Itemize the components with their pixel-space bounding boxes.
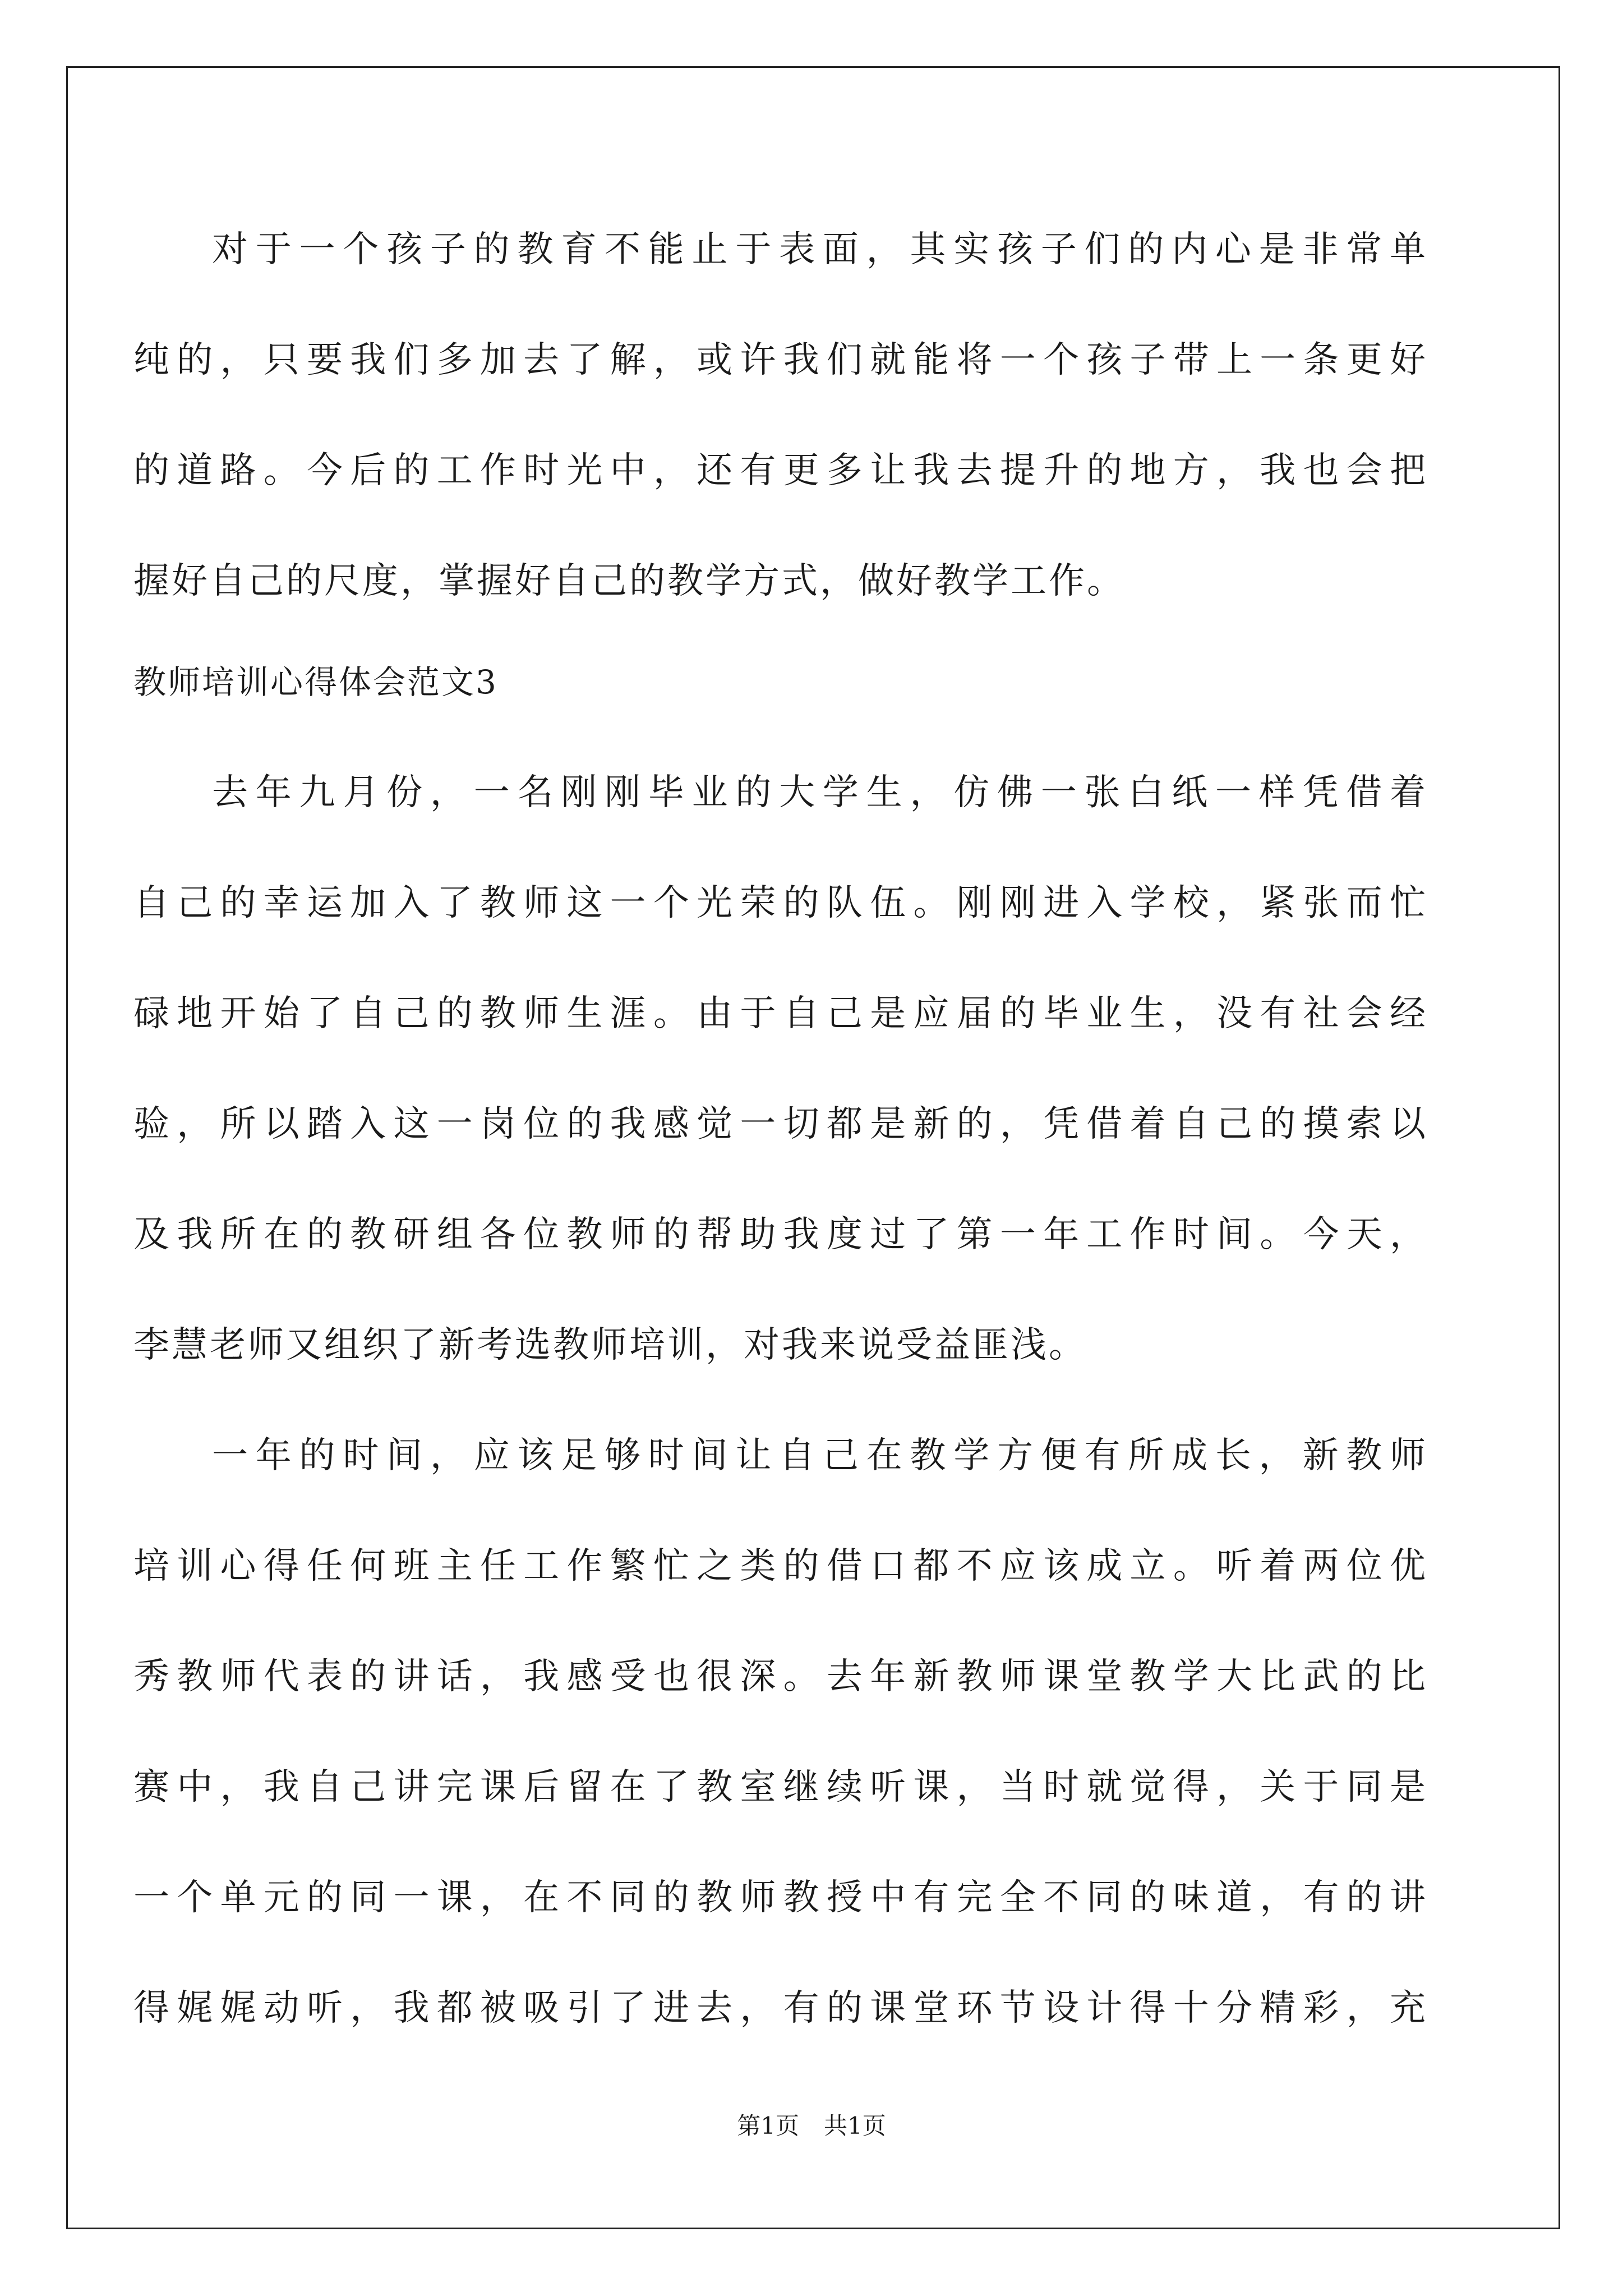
paragraph-line: 李慧老师又组织了新考选教师培训，对我来说受益匪浅。 xyxy=(133,1324,1087,1366)
page-total: 共1页 xyxy=(824,2112,886,2139)
paragraph-line: 一年的时间，应该足够时间让自己在教学方便有所成长，新教师 xyxy=(212,1435,1428,1476)
paragraph-line: 赛中，我自己讲完课后留在了教室继续听课，当时就觉得，关于同是 xyxy=(133,1766,1428,1808)
paragraph-line: 及我所在的教研组各位教师的帮助我度过了第一年工作时间。今天， xyxy=(133,1214,1428,1255)
paragraph-line: 的道路。今后的工作时光中，还有更多让我去提升的地方，我也会把 xyxy=(133,450,1428,491)
paragraph-line: 去年九月份，一名刚刚毕业的大学生，仿佛一张白纸一样凭借着 xyxy=(212,772,1428,813)
paragraph-line: 握好自己的尺度，掌握好自己的教学方式，做好教学工作。 xyxy=(133,560,1125,602)
section-heading: 教师培训心得体会范文3 xyxy=(133,663,498,701)
paragraph-line: 秀教师代表的讲话，我感受也很深。去年新教师课堂教学大比武的比 xyxy=(133,1656,1428,1697)
paragraph-line: 培训心得任何班主任工作繁忙之类的借口都不应该成立。听着两位优 xyxy=(133,1545,1428,1587)
page-number: 第1页 xyxy=(737,2112,799,2139)
paragraph-line: 碌地开始了自己的教师生涯。由于自己是应届的毕业生，没有社会经 xyxy=(133,993,1428,1034)
paragraph-line: 自己的幸运加入了教师这一个光荣的队伍。刚刚进入学校，紧张而忙 xyxy=(133,882,1428,924)
paragraph-line: 得娓娓动听，我都被吸引了进去，有的课堂环节设计得十分精彩，充 xyxy=(133,1987,1428,2029)
paragraph-line: 对于一个孩子的教育不能止于表面，其实孩子们的内心是非常单 xyxy=(212,229,1428,270)
paragraph-line: 验，所以踏入这一岗位的我感觉一切都是新的，凭借着自己的摸索以 xyxy=(133,1103,1428,1145)
paragraph-line: 一个单元的同一课，在不同的教师教授中有完全不同的味道，有的讲 xyxy=(133,1877,1428,1918)
page-footer xyxy=(0,2109,1623,2143)
paragraph-line: 纯的，只要我们多加去了解，或许我们就能将一个孩子带上一条更好 xyxy=(133,339,1428,381)
